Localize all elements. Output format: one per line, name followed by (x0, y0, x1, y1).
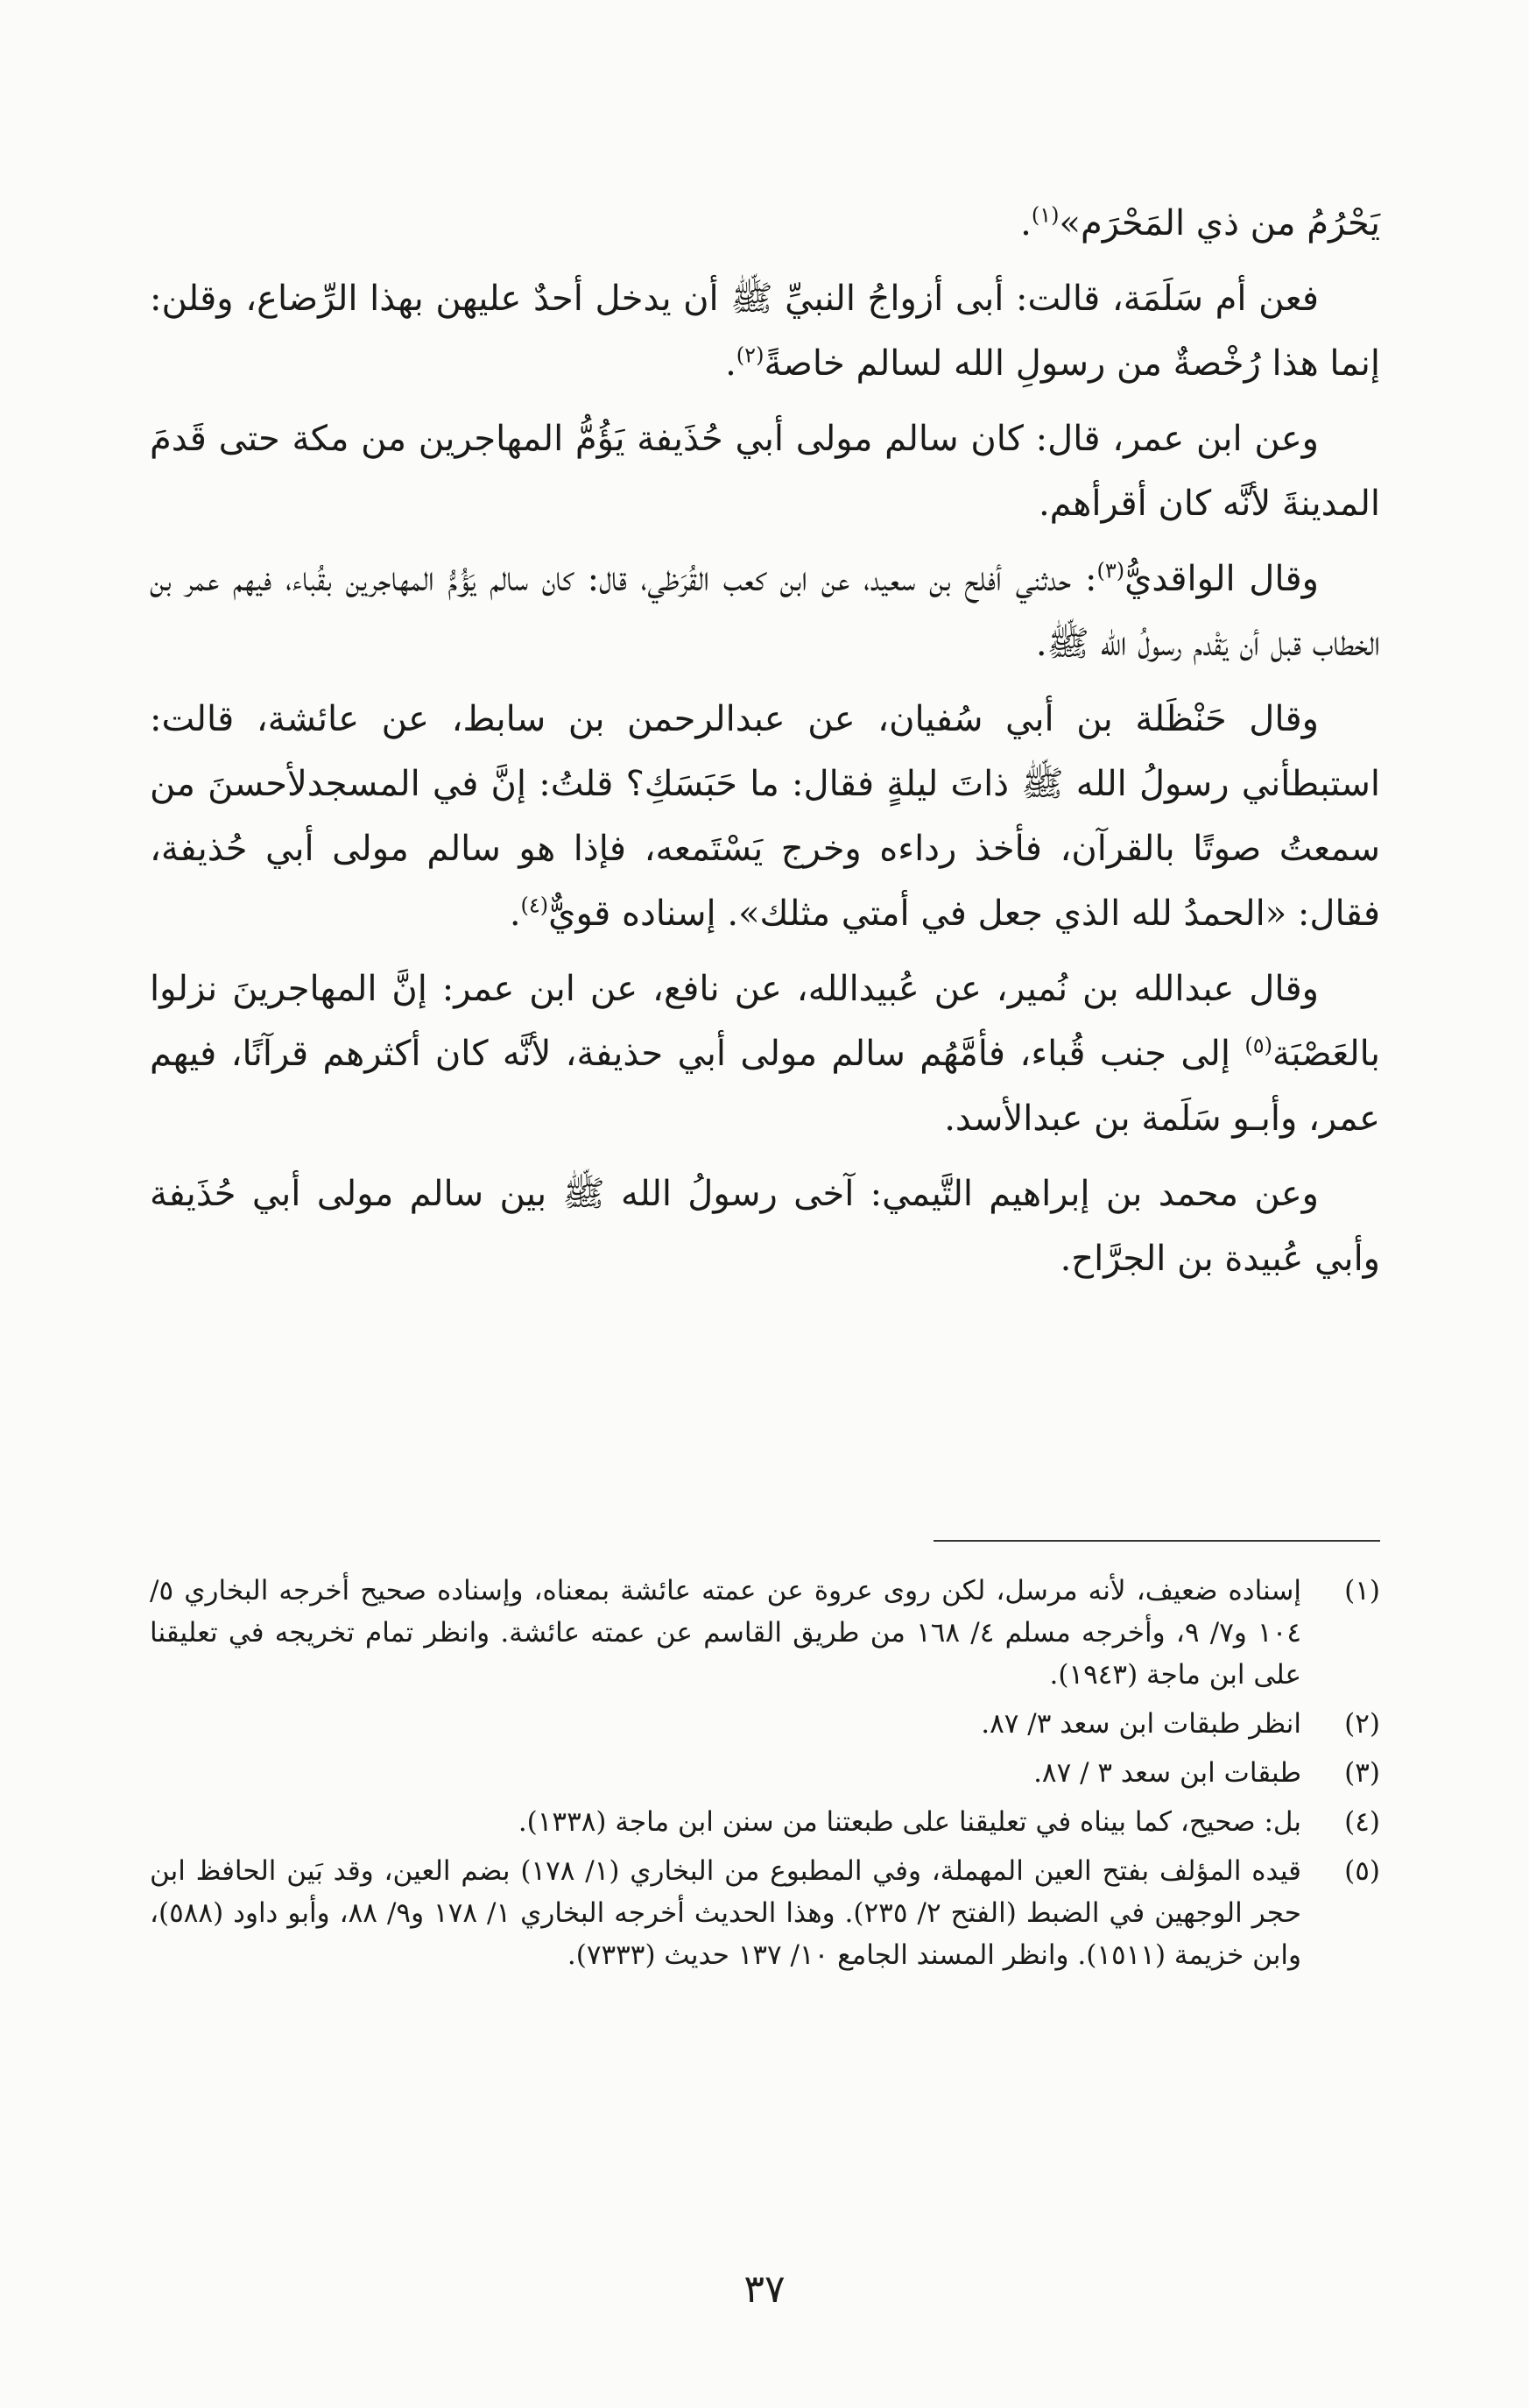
footnote-divider (934, 1540, 1380, 1542)
footnote-text: بل: صحيح، كما بيناه في تعليقنا على طبعتنا من سنن ابن ماجة (١٣٣٨). (518, 1806, 1301, 1838)
footnote-text: انظر طبقات ابن سعد ٣/ ٨٧. (981, 1708, 1301, 1740)
footnote (150, 1570, 1380, 1696)
footnote (150, 1703, 1380, 1745)
paragraph: فعن أم سَلَمَة، قالت: أبى أزواجُ النبيِّ ﷺ أن يدخل أحدٌ عليهن بهذا الرِّضاع، وقلن: إنما هذا رُخْصةٌ من رسولِ الله لسالم خاصةً$^{(٢)}$. (150, 279, 1380, 384)
main-text (150, 191, 1380, 1302)
footnote-ref[interactable]: (٢) (736, 342, 764, 368)
footnote-text: قيده المؤلف بفتح العين المهملة، وفي المطبوع من البخاري (١/ ١٧٨) بضم العين، وقد بَين الحافظ ابن حجر الوجهين في الضبط (الفتح ٢/ ٢٣٥). وهذا الحديث أخرجه البخاري ١/ ١٧٨ و٩/ ٨٨، وأبو داود (٥٨٨)، وابن خزيمة (١٥١١). وانظر المسند الجامع ١٠/ ١٣٧ حديث (٧٣٣٣). (150, 1855, 1301, 1971)
footnote-number: (٢) (1344, 1708, 1380, 1740)
paragraph: يَحْرُمُ من ذي المَحْرَم»$^{(١)}$. (1020, 202, 1380, 244)
paragraph: وعن محمد بن إبراهيم التَّيمي: آخى رسولُ الله ﷺ بين سالم مولى أبي حُذَيفة وأبي عُبيدة بن الجرَّاح. (150, 1174, 1380, 1279)
footnote (150, 1752, 1380, 1794)
footnotes (150, 1570, 1380, 1983)
paragraph: وقال حَنْظَلة بن أبي سُفيان، عن عبدالرحمن بن سابط، عن عائشة، قالت: استبطأني رسولُ الله ﷺ ذاتَ ليلةٍ فقال: ما حَبَسَكِ؟ قلتُ: إنَّ في المسجدلأحسنَ من سمعتُ صوتًا بالقرآن، فأخذ رداءه وخرج يَسْتَمعه، فإذا هو سالم مولى أبي حُذيفة، فقال: «الحمدُ لله الذي جعل في أمتي مثلك». إسناده قويٌّ$^{(٤)}$. (150, 699, 1380, 934)
paragraph: وقال الواقديُّ$^{(٣)}$: حدثني أفلح بن سعيد، عن ابن كعب القُرَظي، قال: كان سالم يَؤُمُّ المهاجرين بقُباء، فيهم عمر بن الخطاب قبل أن يَقْدم رسولُ الله ﷺ. (150, 558, 1380, 664)
footnote-number: (١) (1344, 1575, 1380, 1607)
footnote (150, 1850, 1380, 1976)
footnote-ref[interactable]: (٤) (520, 893, 549, 918)
paragraph: وقال عبدالله بن نُمير، عن عُبيدالله، عن نافع، عن ابن عمر: إنَّ المهاجرينَ نزلوا بالعَصْبَة$^{(٥)}$ إلى جنب قُباء، فأمَّهُم سالم مولى أبي حذيفة، لأنَّه كان أكثرهم قرآنًا، فيهم عمر، وأبـو سَلَمة بن عبدالأسد. (150, 969, 1380, 1139)
footnote (150, 1801, 1380, 1843)
footnote-number: (٥) (1344, 1855, 1380, 1887)
footnote-ref[interactable]: (٥) (1244, 1033, 1272, 1058)
footnote-text: إسناده ضعيف، لأنه مرسل، لكن روى عروة عن عمته عائشة بمعناه، وإسناده صحيح أخرجه البخاري ٥/ ١٠٤ و٧/ ٩، وأخرجه مسلم ٤/ ١٦٨ من طريق القاسم عن عمته عائشة. وانظر تمام تخريجه في تعليقنا على ابن ماجة (١٩٤٣). (150, 1575, 1301, 1691)
footnote-ref[interactable]: (١) (1031, 202, 1060, 228)
page-number: ٣٧ (743, 2267, 786, 2312)
footnote-number: (٣) (1344, 1757, 1380, 1789)
footnote-number: (٤) (1344, 1806, 1380, 1838)
footnote-ref[interactable]: (٣) (1096, 558, 1125, 583)
footnote-text: طبقات ابن سعد ٣ / ٨٧. (1033, 1757, 1301, 1789)
paragraph: وعن ابن عمر، قال: كان سالم مولى أبي حُذَيفة يَؤُمُّ المهاجرين من مكة حتى قَدمَ المدينةَ لأنَّه كان أقرأهم. (150, 419, 1380, 524)
